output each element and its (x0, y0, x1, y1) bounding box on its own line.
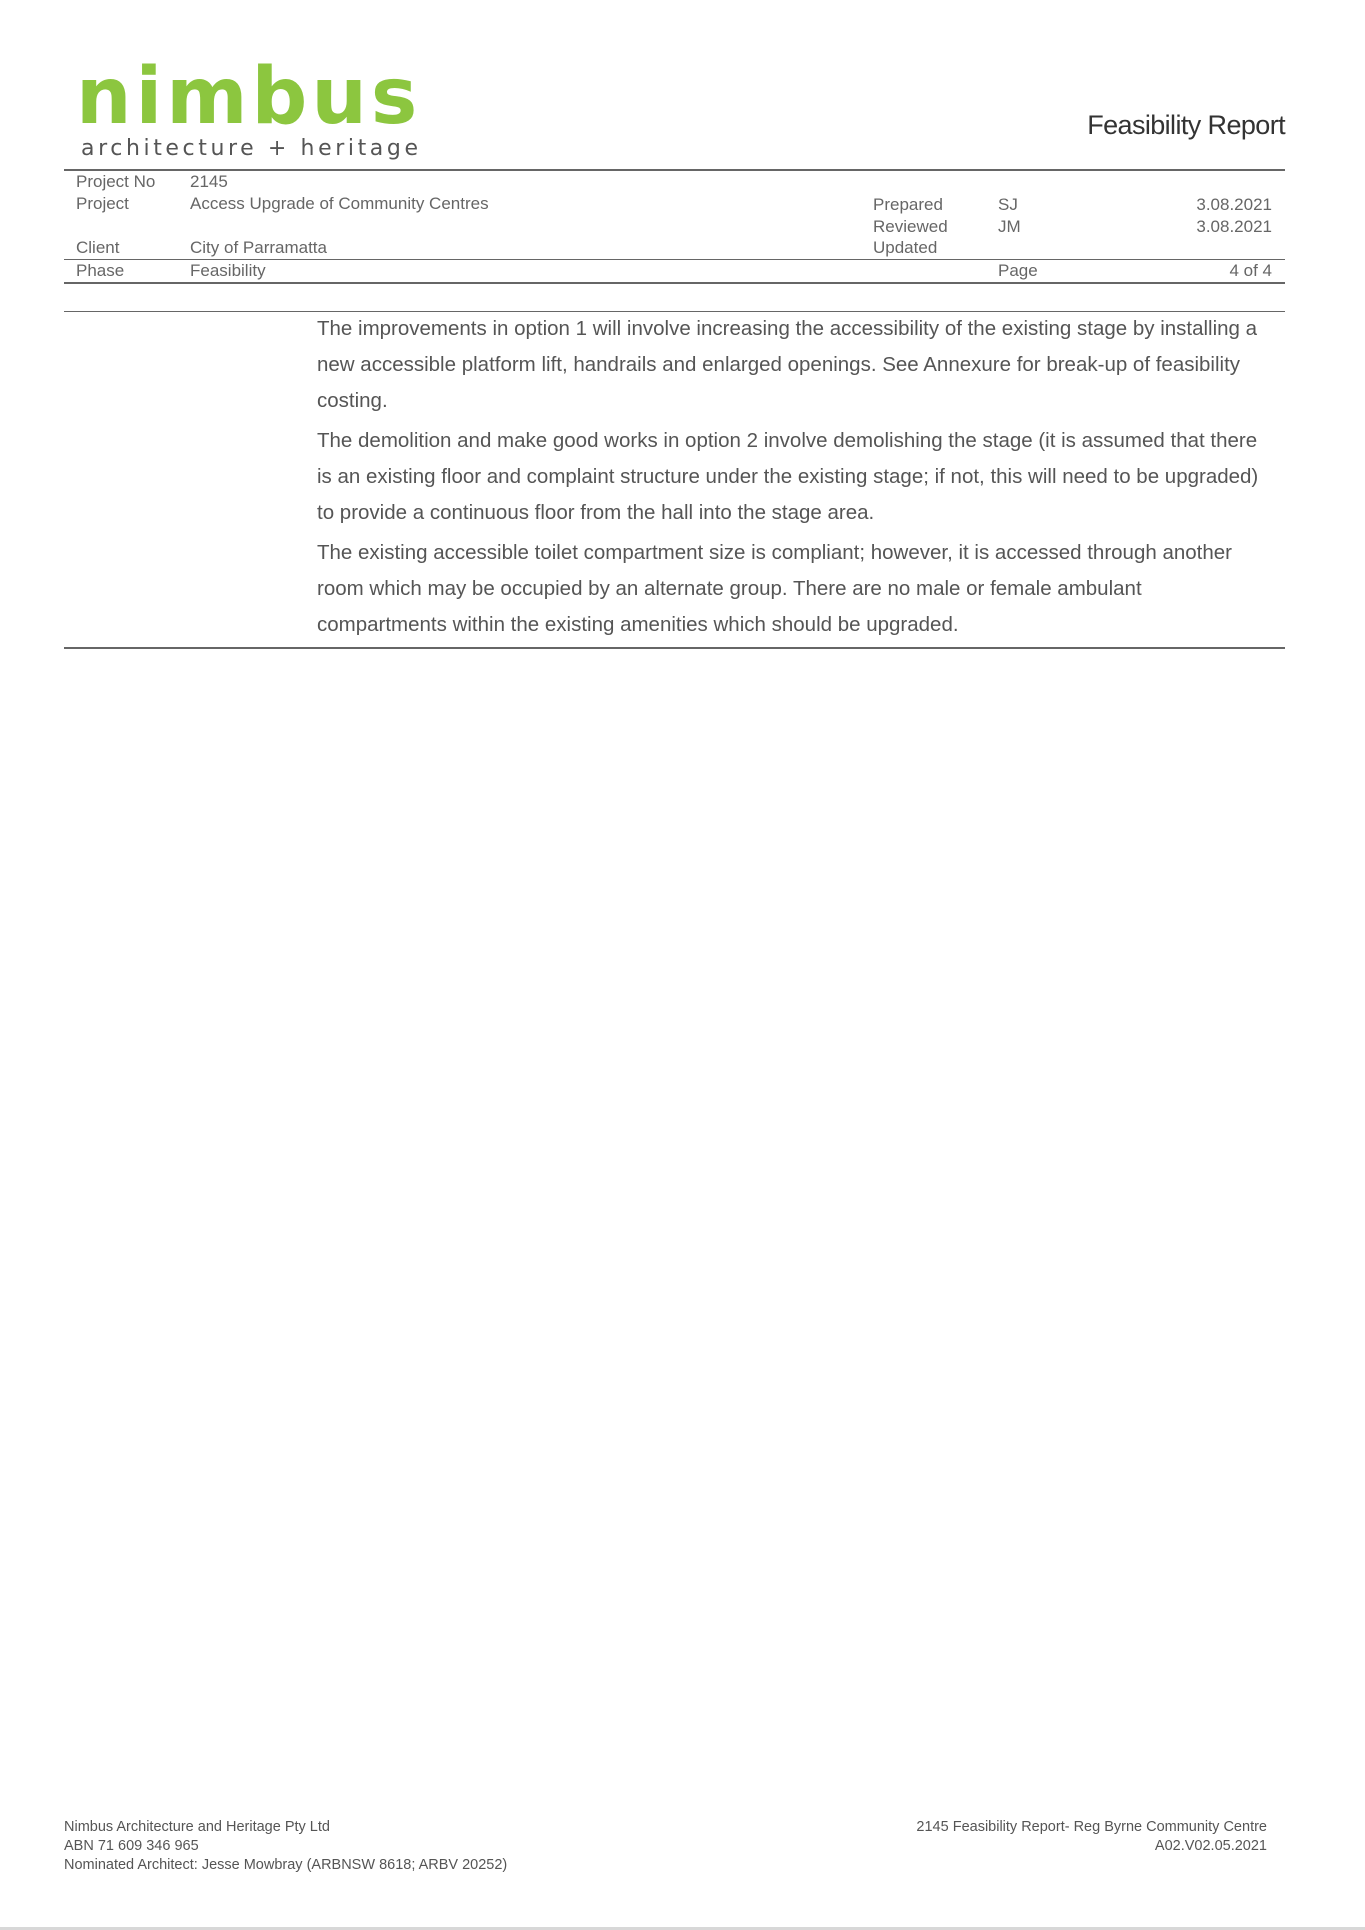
footer-company-name: Nimbus Architecture and Heritage Pty Ltd (64, 1819, 330, 1835)
updated-label: Updated (873, 238, 938, 257)
logo-tagline: architecture + heritage (81, 136, 422, 161)
body-bottom-rule (64, 647, 1285, 649)
footer-version: A02.V02.05.2021 (1154, 1838, 1267, 1854)
logo-wordmark: nimbus (76, 52, 422, 142)
reviewed-date: 3.08.2021 (1196, 217, 1272, 236)
footer-company-info (64, 1818, 507, 1875)
prepared-by: SJ (998, 195, 1018, 214)
header-top-rule (64, 169, 1285, 171)
project-label: Project (76, 194, 129, 213)
client-value: City of Parramatta (190, 238, 327, 257)
page-number: 4 of 4 (1229, 261, 1272, 280)
header-bottom-rule (64, 282, 1285, 284)
document-title: Feasibility Report (1087, 110, 1285, 140)
reviewed-by: JM (998, 217, 1021, 236)
project-no-value: 2145 (190, 172, 228, 191)
phase-value: Feasibility (190, 261, 266, 280)
paragraph-toilet: The existing accessible toilet compartment size is compliant; however, it is accessed through another room which may be occupied by an alternate group. There are no male or female ambulant compartments within the existing amenities which should be upgraded. (317, 541, 1232, 636)
footer-architect: Nominated Architect: Jesse Mowbray (ARBNSW 8618; ARBV 20252) (64, 1857, 508, 1873)
prepared-date: 3.08.2021 (1196, 195, 1272, 214)
header-mid-rule (64, 259, 1285, 260)
footer-abn: ABN 71 609 346 965 (64, 1838, 199, 1854)
page-label: Page (998, 261, 1038, 280)
paragraph-option-1: The improvements in option 1 will involve increasing the accessibility of the existing stage by installing a new accessible platform lift, handrails and enlarged openings. See Annexure for break-up of feasibility costing. (317, 317, 1258, 412)
company-logo (76, 52, 422, 161)
project-value: Access Upgrade of Community Centres (190, 194, 489, 213)
phase-label: Phase (76, 261, 125, 280)
footer-doc-ref: 2145 Feasibility Report- Reg Byrne Community Centre (916, 1819, 1267, 1835)
footer-document-info (916, 1818, 1267, 1856)
project-no-label: Project No (76, 172, 156, 191)
reviewed-label: Reviewed (873, 217, 948, 236)
client-label: Client (76, 238, 120, 257)
prepared-label: Prepared (873, 195, 943, 214)
body-content (317, 311, 1277, 647)
paragraph-option-2: The demolition and make good works in option 2 involve demolishing the stage (it is assumed that there is an existing floor and complaint structure under the existing stage; if not, this will need to be upgraded) to provide a continuous floor from the hall into the stage area. (317, 429, 1259, 524)
